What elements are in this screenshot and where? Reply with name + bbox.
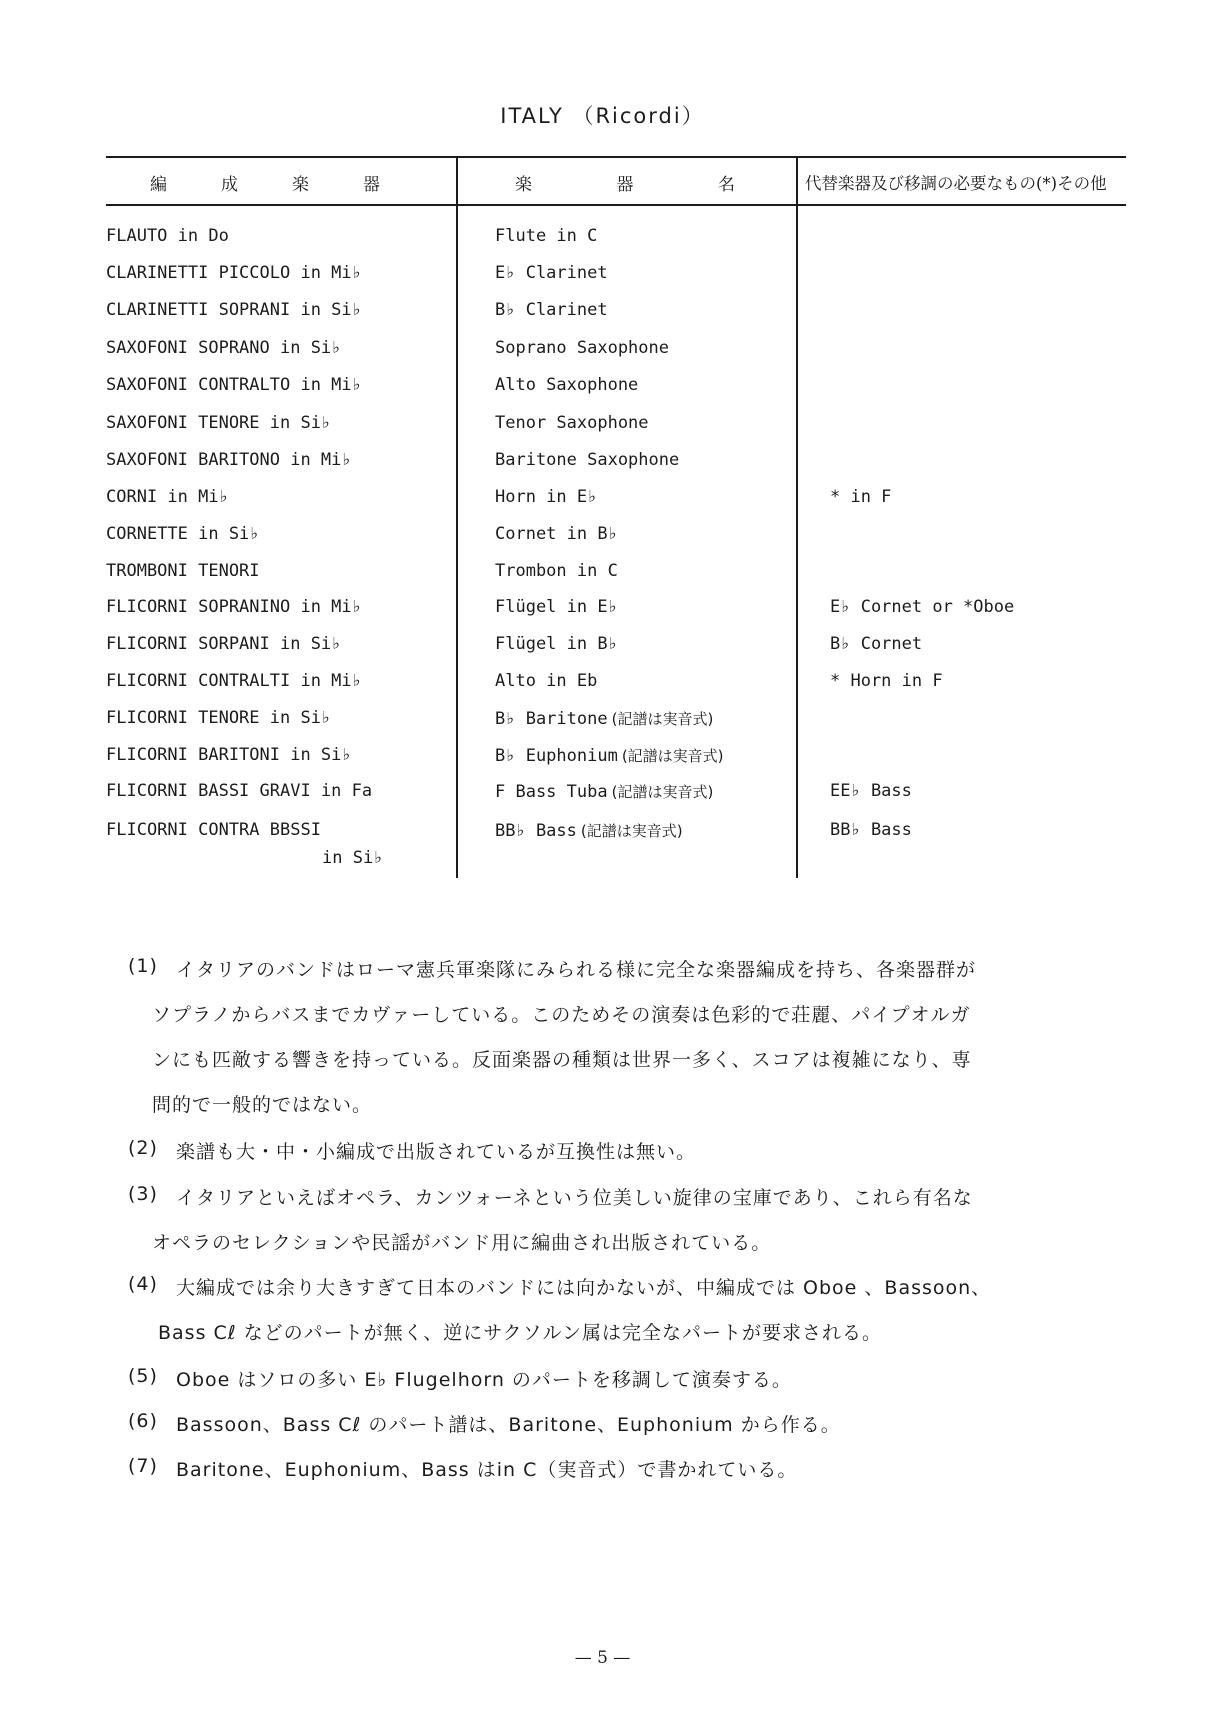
italian-instrument: CLARINETTI PICCOLO in Mi♭ xyxy=(106,263,362,283)
english-instrument-label: Flügel in B♭ xyxy=(495,634,618,654)
table-row xyxy=(0,516,1205,554)
italian-instrument: FLICORNI CONTRALTI in Mi♭ xyxy=(106,671,362,691)
substitute-note: E♭ Cornet or *Oboe xyxy=(830,597,1015,617)
table-header-rule xyxy=(106,204,1126,206)
table-row xyxy=(0,553,1205,591)
italian-instrument: SAXOFONI CONTRALTO in Mi♭ xyxy=(106,375,362,395)
table-row xyxy=(0,589,1205,627)
english-instrument xyxy=(495,745,724,766)
english-instrument-label: Trombon in C xyxy=(495,561,618,581)
italian-instrument: TROMBONI TENORI xyxy=(106,561,260,581)
english-instrument xyxy=(495,781,713,802)
italian-instrument: CORNETTE in Si♭ xyxy=(106,524,260,544)
note-number: (5) xyxy=(128,1365,158,1387)
english-instrument-label: Alto in Eb xyxy=(495,671,598,691)
table-row xyxy=(0,479,1205,517)
table-row xyxy=(0,700,1205,738)
english-instrument-label: F Bass Tuba xyxy=(495,782,608,802)
english-instrument-label: Cornet in B♭ xyxy=(495,524,618,544)
table-row xyxy=(0,626,1205,664)
english-instrument-label: E♭ Clarinet xyxy=(495,263,608,283)
note-line: イタリアといえばオペラ、カンツォーネという位美しい旋律の宝庫であり、これら有名な xyxy=(176,1187,973,1209)
note-number: (6) xyxy=(128,1410,158,1432)
substitute-note: * in F xyxy=(830,487,892,507)
english-instrument-label: Alto Saxophone xyxy=(495,375,639,395)
table-row xyxy=(0,330,1205,368)
italian-instrument: SAXOFONI TENORE in Si♭ xyxy=(106,413,332,433)
note-number: (1) xyxy=(128,955,158,977)
table-row xyxy=(0,442,1205,480)
italian-instrument: CORNI in Mi♭ xyxy=(106,487,229,507)
table-row xyxy=(0,737,1205,775)
notation-note: (記譜は実音式) xyxy=(611,783,714,801)
page-title: ITALY （Ricordi） xyxy=(500,104,705,128)
note-line: オペラのセレクションや民謡がバンド用に編曲され出版されている。 xyxy=(152,1232,772,1254)
note-number: (7) xyxy=(128,1455,158,1477)
table-row xyxy=(0,812,1205,868)
english-instrument xyxy=(495,375,638,395)
notation-note: (記譜は実音式) xyxy=(580,822,683,840)
notation-note: (記譜は実音式) xyxy=(621,747,724,765)
english-instrument xyxy=(495,634,618,654)
english-instrument xyxy=(495,300,608,320)
english-instrument xyxy=(495,561,618,581)
header-instrument-name xyxy=(515,170,735,195)
substitute-note: B♭ Cornet xyxy=(830,634,923,654)
english-instrument-label: Baritone Saxophone xyxy=(495,450,680,470)
page-number: — 5 — xyxy=(574,1648,631,1668)
notation-note: (記譜は実音式) xyxy=(611,710,714,728)
italian-instrument: FLICORNI SOPRANINO in Mi♭ xyxy=(106,597,362,617)
english-instrument-label: BB♭ Bass xyxy=(495,821,577,841)
note-line: Bass Cℓ などのパートが無く、逆にサクソルン属は完全なパートが要求される。 xyxy=(158,1322,883,1344)
italian-instrument: FLICORNI BASSI GRAVI in Fa xyxy=(106,781,373,801)
italian-instrument: SAXOFONI BARITONO in Mi♭ xyxy=(106,450,352,470)
note-line: 楽譜も大・中・小編成で出版されているが互換性は無い。 xyxy=(176,1141,697,1163)
italian-instrument: FLICORNI TENORE in Si♭ xyxy=(106,708,332,728)
substitute-note: BB♭ Bass xyxy=(830,820,912,840)
english-instrument xyxy=(495,413,649,433)
substitute-note: * Horn in F xyxy=(830,671,943,691)
english-instrument-label: Flute in C xyxy=(495,226,598,246)
header-char: 器 xyxy=(363,175,380,195)
table-row xyxy=(0,367,1205,405)
english-instrument xyxy=(495,708,713,729)
italian-instrument: FLICORNI BARITONI in Si♭ xyxy=(106,745,352,765)
english-instrument xyxy=(495,450,679,470)
note-line: Baritone、Euphonium、Bass はin C（実音式）で書かれている。 xyxy=(176,1459,798,1481)
italian-instrument: SAXOFONI SOPRANO in Si♭ xyxy=(106,338,342,358)
english-instrument-label: Soprano Saxophone xyxy=(495,338,669,358)
header-substitutes: 代替楽器及び移調の必要なもの(*)その他 xyxy=(805,174,1107,193)
note-line: ソプラノからバスまでカヴァーしている。このためその演奏は色彩的で荘麗、パイプオルガ xyxy=(152,1004,971,1026)
table-row xyxy=(0,405,1205,443)
note-number: (2) xyxy=(128,1137,158,1159)
english-instrument xyxy=(495,338,669,358)
note-line: 大編成では余り大きすぎて日本のバンドには向かないが、中編成では Oboe 、Bassoon、 xyxy=(176,1277,992,1299)
header-char: 器 xyxy=(616,175,634,195)
english-instrument xyxy=(495,671,597,691)
header-char: 楽 xyxy=(292,175,309,195)
table-row xyxy=(0,292,1205,330)
english-instrument-label: B♭ Euphonium xyxy=(495,746,618,766)
english-instrument xyxy=(495,820,683,841)
english-instrument xyxy=(495,263,608,283)
english-instrument xyxy=(495,226,597,246)
table-top-rule xyxy=(106,156,1126,158)
table-row xyxy=(0,255,1205,293)
english-instrument xyxy=(495,524,618,544)
italian-instrument-line2: in Si♭ xyxy=(322,848,384,868)
english-instrument xyxy=(495,597,618,617)
note-line: Bassoon、Bass Cℓ のパート譜は、Baritone、Euphonium から作る。 xyxy=(176,1414,841,1436)
header-char: 成 xyxy=(221,175,238,195)
english-instrument-label: B♭ Baritone xyxy=(495,709,608,729)
table-row xyxy=(0,218,1205,256)
italian-instrument: FLICORNI CONTRA BBSSI xyxy=(106,820,321,840)
note-line: ンにも匹敵する響きを持っている。反面楽器の種類は世界一多く、スコアは複雑になり、専 xyxy=(152,1049,972,1071)
table-row xyxy=(0,773,1205,811)
english-instrument xyxy=(495,487,597,507)
header-char: 楽 xyxy=(515,175,532,195)
header-instrumentation xyxy=(150,170,380,195)
note-line: 問的で一般的ではない。 xyxy=(152,1094,373,1116)
italian-instrument: CLARINETTI SOPRANI in Si♭ xyxy=(106,300,362,320)
header-char: 名 xyxy=(718,175,735,195)
italian-instrument: FLAUTO in Do xyxy=(106,226,229,246)
note-number: (4) xyxy=(128,1273,158,1295)
note-line: Oboe はソロの多い E♭ Flugelhorn のパートを移調して演奏する。 xyxy=(176,1369,792,1391)
english-instrument-label: B♭ Clarinet xyxy=(495,300,608,320)
table-row xyxy=(0,663,1205,701)
english-instrument-label: Tenor Saxophone xyxy=(495,413,649,433)
english-instrument-label: Flügel in E♭ xyxy=(495,597,618,617)
italian-instrument: FLICORNI SORPANI in Si♭ xyxy=(106,634,342,654)
substitute-note: EE♭ Bass xyxy=(830,781,912,801)
note-number: (3) xyxy=(128,1183,158,1205)
note-line: イタリアのバンドはローマ憲兵軍楽隊にみられる様に完全な楽器編成を持ち、各楽器群が xyxy=(176,959,977,981)
english-instrument-label: Horn in E♭ xyxy=(495,487,598,507)
header-char: 編 xyxy=(150,175,167,195)
